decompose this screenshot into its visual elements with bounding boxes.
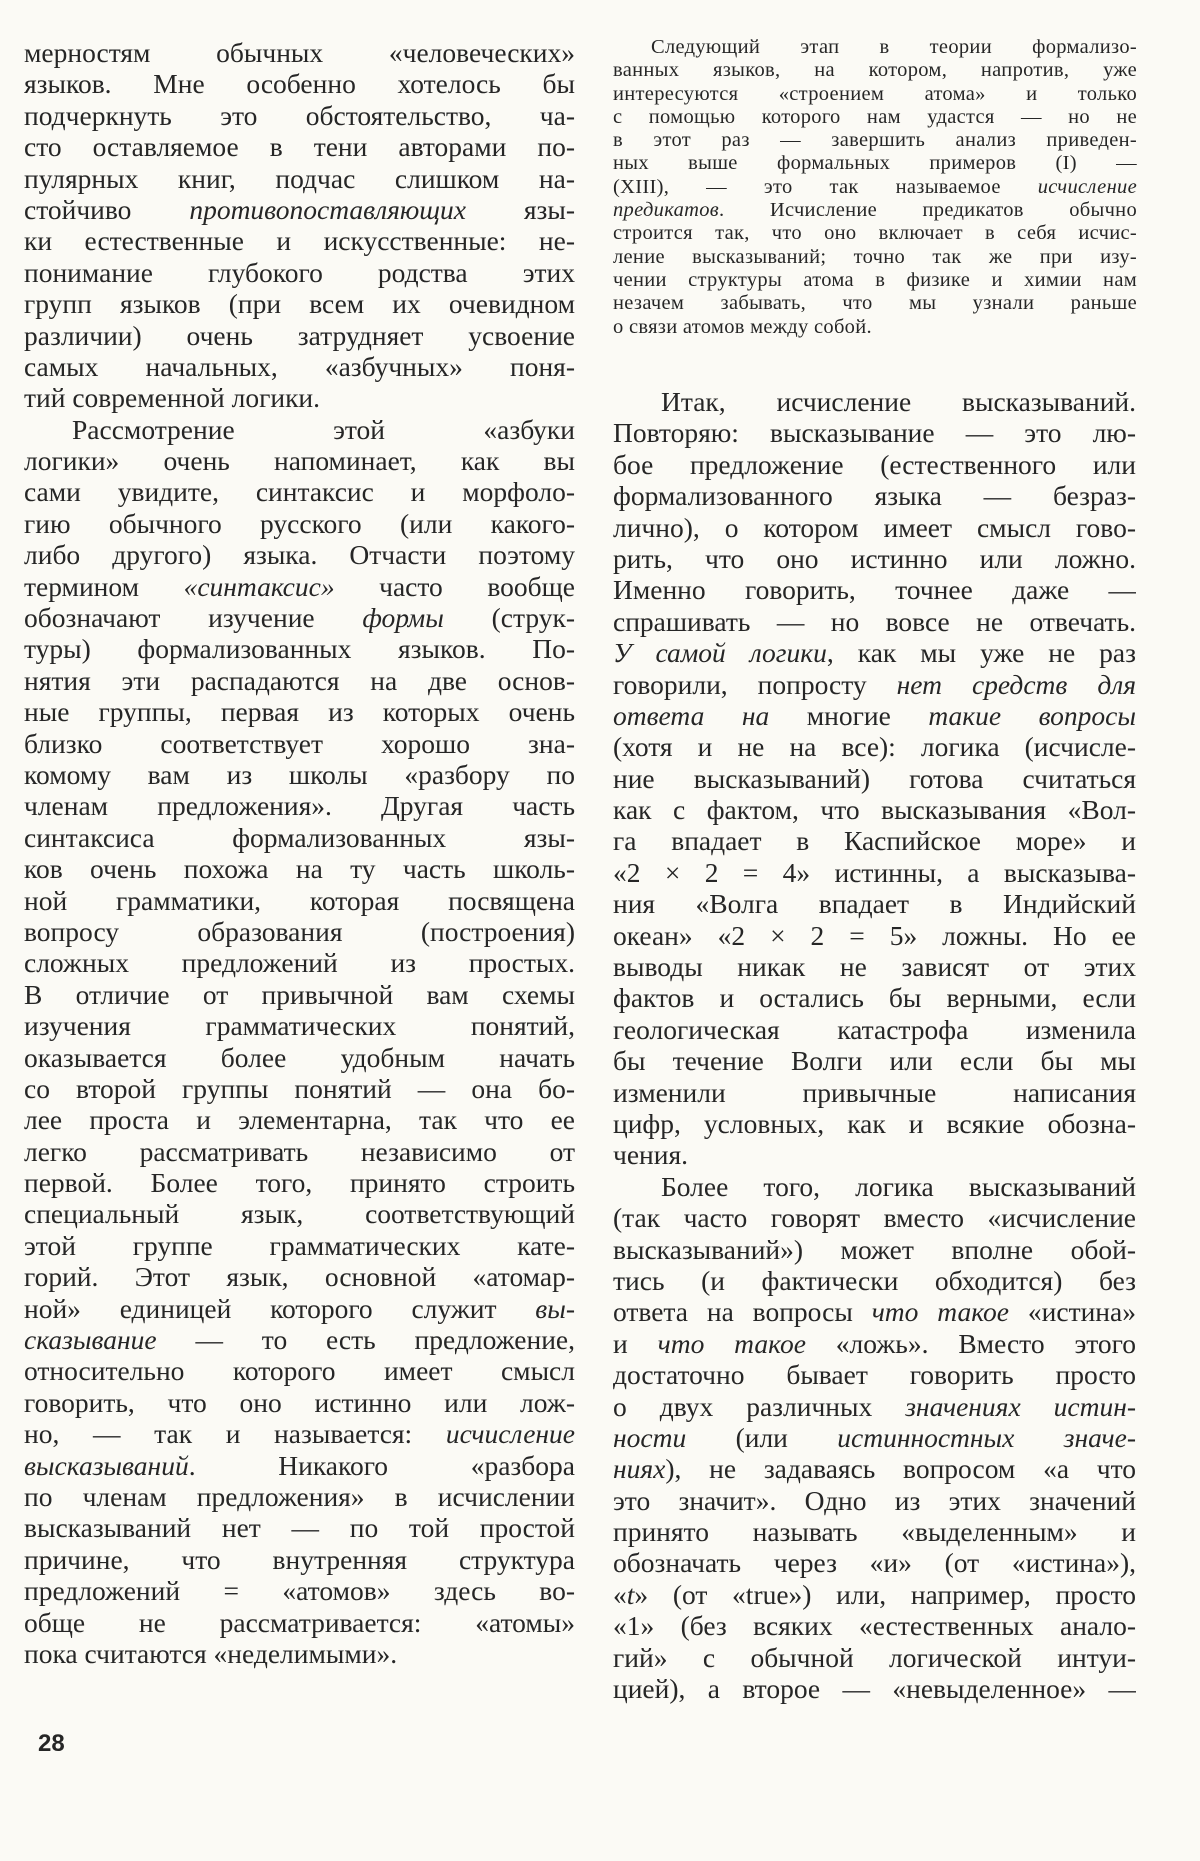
- italic-text: нет средств для: [896, 668, 1136, 700]
- text-segment: мерностям обычных «человеческих»: [24, 37, 575, 68]
- text-segment: о связи атомов между собой.: [613, 315, 872, 338]
- text-segment: говорить, что оно истинно или лож-: [24, 1386, 575, 1418]
- text-segment: высказываний нет — по той простой: [24, 1512, 575, 1544]
- text-segment: с помощью которого нам удастся — но не: [613, 105, 1137, 128]
- text-segment: принято называть «выделенным» и: [613, 1516, 1136, 1548]
- footnote-block: [613, 36, 1137, 339]
- text-segment: ответа на вопросы: [613, 1296, 872, 1328]
- text-segment: причине, что внутренняя структура: [24, 1543, 575, 1575]
- text-line: [613, 1014, 1136, 1045]
- text-segment: . Никакого «разбора: [188, 1449, 575, 1481]
- text-segment: обще не рассматривается: «атомы»: [24, 1606, 575, 1638]
- text-segment: Рассмотрение этой «азбуки: [72, 413, 575, 445]
- italic-text: ниях: [613, 1453, 666, 1485]
- text-segment: о двух различных: [613, 1390, 906, 1422]
- text-line: [24, 1512, 575, 1543]
- text-line: [613, 951, 1136, 982]
- text-line: [24, 1544, 575, 1575]
- text-segment: «ложь». Вместо этого: [805, 1327, 1136, 1359]
- text-line: [613, 1610, 1136, 1641]
- text-segment: «1» (без всяких «естественных анало-: [613, 1610, 1136, 1642]
- text-line: [24, 351, 575, 382]
- text-line: [613, 637, 1136, 668]
- text-line: [24, 759, 575, 790]
- text-line: [24, 1638, 575, 1669]
- text-line: [24, 508, 575, 539]
- text-line: [24, 68, 575, 99]
- text-segment: самых начальных, «азбучных» поня-: [24, 350, 575, 382]
- text-line: [24, 320, 575, 351]
- text-segment: членам предложения». Другая часть: [24, 790, 575, 822]
- text-line: [24, 1293, 575, 1324]
- text-line: [24, 1104, 575, 1135]
- text-line: [24, 539, 575, 570]
- text-line: [24, 382, 575, 413]
- text-segment: чении структуры атома в физике и химии нам: [613, 268, 1137, 291]
- text-segment: , как мы уже не раз: [826, 637, 1136, 669]
- text-line: [24, 633, 575, 664]
- text-segment: бы течение Волги или если бы мы: [613, 1045, 1136, 1077]
- text-segment: пулярных книг, подчас слишком на-: [24, 162, 575, 194]
- text-segment: цифр, условных, как и всякие обозна-: [613, 1107, 1136, 1139]
- text-line: [613, 1234, 1136, 1265]
- text-line: [613, 176, 1137, 199]
- italic-text: высказываний: [24, 1449, 189, 1481]
- text-segment: понимание глубокого родства этих: [24, 256, 575, 288]
- text-line: [24, 414, 575, 445]
- text-segment: подчеркнуть это обстоятельство, ча-: [24, 99, 575, 131]
- text-segment: гий» с обычной логической интуи-: [613, 1641, 1136, 1673]
- text-segment: Более того, логика высказываний: [661, 1170, 1136, 1202]
- text-segment: вопросу образования (построения): [24, 915, 575, 947]
- text-segment: обозначать через «и» (от «истина»),: [613, 1547, 1136, 1579]
- text-line: [613, 152, 1137, 175]
- italic-text: что такое: [657, 1327, 806, 1359]
- italic-text: У самой логики: [613, 637, 827, 669]
- text-segment: со второй группы понятий — она бо-: [24, 1072, 575, 1104]
- text-line: [613, 129, 1137, 152]
- text-segment: пока считаются «неделимыми».: [24, 1637, 398, 1669]
- text-line: [24, 1481, 575, 1512]
- text-line: [24, 1607, 575, 1638]
- text-segment: комому вам из школы «разбору по: [24, 758, 575, 790]
- text-line: [613, 222, 1137, 245]
- text-segment: В отличие от привычной вам схемы: [24, 978, 575, 1010]
- text-line: [613, 669, 1136, 700]
- text-line: [613, 1516, 1136, 1547]
- text-segment: сто оставляемое в тени авторами по-: [24, 131, 575, 163]
- text-line: [24, 790, 575, 821]
- text-segment: «2 × 2 = 4» истинны, а высказыва-: [613, 856, 1136, 888]
- text-line: [24, 602, 575, 633]
- italic-text: сказывание: [24, 1324, 157, 1356]
- text-line: [24, 916, 575, 947]
- text-line: [613, 1328, 1136, 1359]
- text-line: [613, 1359, 1136, 1390]
- text-segment: нятия эти распадаются на две основ-: [24, 664, 575, 696]
- text-segment: изменили привычные написания: [613, 1076, 1136, 1108]
- text-line: [613, 292, 1137, 315]
- text-segment: выводы никак не зависят от этих: [613, 951, 1136, 983]
- text-segment: спрашивать — но вовсе не отвечать.: [613, 605, 1136, 637]
- text-line: [613, 36, 1137, 59]
- text-line: [24, 1136, 575, 1167]
- text-segment: фактов и остались бы верными, если: [613, 982, 1136, 1014]
- text-segment: — то есть предложение,: [156, 1324, 575, 1356]
- text-line: [613, 1077, 1136, 1108]
- text-line: [613, 1391, 1136, 1422]
- text-segment: первой. Более того, принято строить: [24, 1167, 575, 1199]
- text-segment: рить, что оно истинно или ложно.: [613, 542, 1136, 574]
- text-segment: говорили, попросту: [613, 668, 897, 700]
- text-line: [613, 1485, 1136, 1516]
- text-line: [613, 543, 1136, 574]
- text-line: [24, 194, 575, 225]
- text-line: [613, 417, 1136, 448]
- italic-text: вы-: [535, 1292, 575, 1324]
- text-segment: сами увидите, синтаксис и морфоло-: [24, 476, 575, 508]
- text-segment: ния «Волга впадает в Индийский: [613, 888, 1136, 920]
- text-segment: (XIII), — это так называемое: [613, 175, 1038, 198]
- text-line: [24, 853, 575, 884]
- text-line: [613, 59, 1137, 82]
- text-line: [613, 386, 1136, 417]
- left-text-column: [24, 37, 575, 1669]
- text-segment: тий современной логики.: [24, 382, 321, 414]
- text-segment: строится так, что оно включает в себя исчис-: [613, 222, 1137, 245]
- text-line: [24, 100, 575, 131]
- text-line: [613, 1202, 1136, 1233]
- text-segment: «истина»: [1009, 1296, 1136, 1328]
- text-segment: этой группе грамматических кате-: [24, 1229, 575, 1261]
- text-segment: Следующий этап в теории формализо-: [651, 36, 1137, 58]
- text-line: [613, 83, 1137, 106]
- italic-text: истинностных значе-: [837, 1421, 1136, 1453]
- text-segment: Повторяю: высказывание — это лю-: [613, 417, 1136, 449]
- text-line: [613, 1673, 1136, 1704]
- text-segment: логики» очень напоминает, как вы: [24, 445, 575, 477]
- text-segment: как с фактом, что высказывания «Вол-: [613, 794, 1136, 826]
- text-line: [24, 1450, 575, 1481]
- text-segment: Именно говорить, точнее даже —: [613, 574, 1136, 606]
- text-segment: различии) очень затрудняет усвоение: [24, 319, 575, 351]
- text-line: [24, 163, 575, 194]
- text-line: [613, 1296, 1136, 1327]
- text-segment: геологическая катастрофа изменила: [613, 1013, 1136, 1045]
- text-line: [613, 316, 1137, 339]
- text-segment: изучения грамматических понятий,: [24, 1010, 575, 1042]
- italic-text: противопоставляющих: [189, 193, 466, 225]
- text-line: [613, 731, 1136, 762]
- text-segment: язы-: [465, 193, 575, 225]
- text-line: [24, 131, 575, 162]
- text-segment: лично), о котором имеет смысл гово-: [613, 511, 1136, 543]
- text-line: [613, 606, 1136, 637]
- text-line: [24, 37, 575, 68]
- text-line: [613, 700, 1136, 731]
- text-line: [24, 1324, 575, 1355]
- text-segment: групп языков (при всем их очевидном: [24, 288, 575, 320]
- text-line: [613, 199, 1137, 222]
- text-line: [613, 1045, 1136, 1076]
- text-segment: термином: [24, 570, 184, 602]
- text-line: [24, 1198, 575, 1229]
- italic-text: что такое: [871, 1296, 1010, 1328]
- text-segment: . Исчисление предикатов обычно: [719, 199, 1137, 222]
- text-line: [613, 982, 1136, 1013]
- text-line: [613, 1642, 1136, 1673]
- text-segment: горий. Этот язык, основной «атомар-: [24, 1261, 575, 1293]
- italic-text: предикатов: [613, 199, 719, 222]
- text-segment: интересуются «строением атома» и только: [613, 82, 1137, 105]
- text-line: [24, 257, 575, 288]
- text-segment: (хотя и не на все): логика (исчисле-: [613, 731, 1136, 763]
- text-line: [24, 665, 575, 696]
- text-segment: стойчиво: [24, 193, 190, 225]
- text-segment: языков. Мне особенно хотелось бы: [24, 68, 575, 100]
- text-segment: (или: [686, 1421, 838, 1453]
- text-line: [24, 1575, 575, 1606]
- text-segment: достаточно бывает говорить просто: [613, 1359, 1136, 1391]
- text-line: [24, 1261, 575, 1292]
- text-segment: ление высказываний; точно так же при изу-: [613, 245, 1137, 268]
- italic-text: значениях истин-: [905, 1390, 1136, 1422]
- text-segment: легко рассматривать независимо от: [24, 1135, 575, 1167]
- text-line: [613, 1453, 1136, 1484]
- text-line: [24, 445, 575, 476]
- text-segment: незачем забывать, что мы узнали раньше: [613, 292, 1137, 315]
- text-line: [24, 1387, 575, 1418]
- text-segment: лее проста и элементарна, так что ее: [24, 1104, 575, 1136]
- text-segment: океан» «2 × 2 = 5» ложны. Но ее: [613, 919, 1136, 951]
- text-segment: предложений = «атомов» здесь во-: [24, 1575, 575, 1607]
- text-line: [24, 1167, 575, 1198]
- text-line: [24, 288, 575, 319]
- text-segment: это значит». Одно из этих значений: [613, 1484, 1136, 1516]
- text-line: [24, 728, 575, 759]
- text-line: [24, 571, 575, 602]
- text-line: [613, 1579, 1136, 1610]
- text-segment: синтаксиса формализованных язы-: [24, 821, 575, 853]
- right-text-column: [613, 386, 1136, 1704]
- text-line: [24, 1073, 575, 1104]
- text-segment: туры) формализованных языков. По-: [24, 633, 575, 665]
- page-number: 28: [38, 1730, 65, 1757]
- text-line: [24, 1042, 575, 1073]
- text-segment: по членам предложения» в исчислении: [24, 1480, 575, 1512]
- text-segment: га впадает в Каспийское море» и: [613, 825, 1136, 857]
- text-segment: бое предложение (естественного или: [613, 448, 1136, 480]
- text-line: [613, 1422, 1136, 1453]
- text-segment: и: [613, 1327, 658, 1359]
- text-line: [613, 794, 1136, 825]
- text-segment: » (от «true») или, например, просто: [634, 1578, 1136, 1610]
- text-segment: (так часто говорят вместо «исчисление: [613, 1202, 1136, 1234]
- text-segment: тись (и фактически обходится) без: [613, 1264, 1136, 1296]
- text-line: [24, 696, 575, 727]
- text-segment: (струк-: [443, 602, 575, 634]
- italic-text: исчисление: [1037, 175, 1137, 198]
- text-line: [24, 225, 575, 256]
- text-line: [613, 1108, 1136, 1139]
- text-segment: в этот раз — завершить анализ приведен-: [613, 129, 1137, 152]
- text-segment: сложных предложений из простых.: [24, 947, 575, 979]
- text-segment: специальный язык, соответствующий: [24, 1198, 575, 1230]
- text-line: [613, 1547, 1136, 1578]
- text-segment: высказываний») может вполне обой-: [613, 1233, 1136, 1265]
- text-segment: относительно которого имеет смысл: [24, 1355, 575, 1387]
- text-line: [613, 920, 1136, 951]
- text-line: [613, 825, 1136, 856]
- text-line: [613, 480, 1136, 511]
- text-line: [24, 1418, 575, 1449]
- text-line: [24, 979, 575, 1010]
- text-segment: часто вообще: [334, 570, 575, 602]
- italic-text: «синтаксис»: [183, 570, 335, 602]
- text-segment: гию обычного русского (или какого-: [24, 507, 575, 539]
- text-segment: Итак, исчисление высказываний.: [661, 386, 1136, 417]
- text-line: [613, 1171, 1136, 1202]
- text-segment: ние высказываний) готова считаться: [613, 762, 1136, 794]
- text-line: [613, 106, 1137, 129]
- text-line: [613, 269, 1137, 292]
- text-line: [613, 888, 1136, 919]
- italic-text: t: [626, 1578, 635, 1610]
- text-line: [613, 763, 1136, 794]
- text-line: [24, 1230, 575, 1261]
- italic-text: такие вопросы: [928, 699, 1136, 731]
- text-segment: оказывается более удобным начать: [24, 1041, 575, 1073]
- text-segment: «: [613, 1578, 627, 1610]
- text-segment: ной грамматики, которая посвящена: [24, 884, 575, 916]
- text-segment: близко соответствует хорошо зна-: [24, 727, 575, 759]
- text-line: [613, 512, 1136, 543]
- text-segment: ные группы, первая из которых очень: [24, 696, 575, 728]
- text-segment: цией), а второе — «невыделенное» —: [613, 1673, 1136, 1705]
- text-segment: многие: [769, 699, 929, 731]
- text-segment: ванных языков, на котором, напротив, уже: [613, 59, 1137, 82]
- text-segment: ной» единицей которого служит: [24, 1292, 536, 1324]
- text-line: [613, 246, 1137, 269]
- italic-text: ответа на: [613, 699, 770, 731]
- text-line: [613, 1265, 1136, 1296]
- text-segment: либо другого) языка. Отчасти поэтому: [24, 539, 575, 571]
- text-line: [613, 449, 1136, 480]
- text-line: [613, 574, 1136, 605]
- text-segment: ных выше формальных примеров (I) —: [613, 152, 1137, 175]
- text-segment: обозначают изучение: [24, 602, 363, 634]
- text-segment: формализованного языка — безраз-: [613, 480, 1136, 512]
- text-line: [613, 857, 1136, 888]
- text-line: [613, 1139, 1136, 1170]
- text-segment: ки естественные и искусственные: не-: [24, 225, 575, 257]
- text-segment: чения.: [613, 1139, 688, 1171]
- italic-text: исчисление: [445, 1418, 575, 1450]
- text-line: [24, 1355, 575, 1386]
- text-segment: но, — так и называется:: [24, 1418, 446, 1450]
- text-segment: ), не задаваясь вопросом «а что: [665, 1453, 1136, 1485]
- text-line: [24, 885, 575, 916]
- italic-text: ности: [613, 1421, 687, 1453]
- text-line: [24, 822, 575, 853]
- italic-text: формы: [362, 602, 444, 634]
- text-segment: ков очень похожа на ту часть школь-: [24, 853, 575, 885]
- text-line: [24, 947, 575, 978]
- text-line: [24, 476, 575, 507]
- text-line: [24, 1010, 575, 1041]
